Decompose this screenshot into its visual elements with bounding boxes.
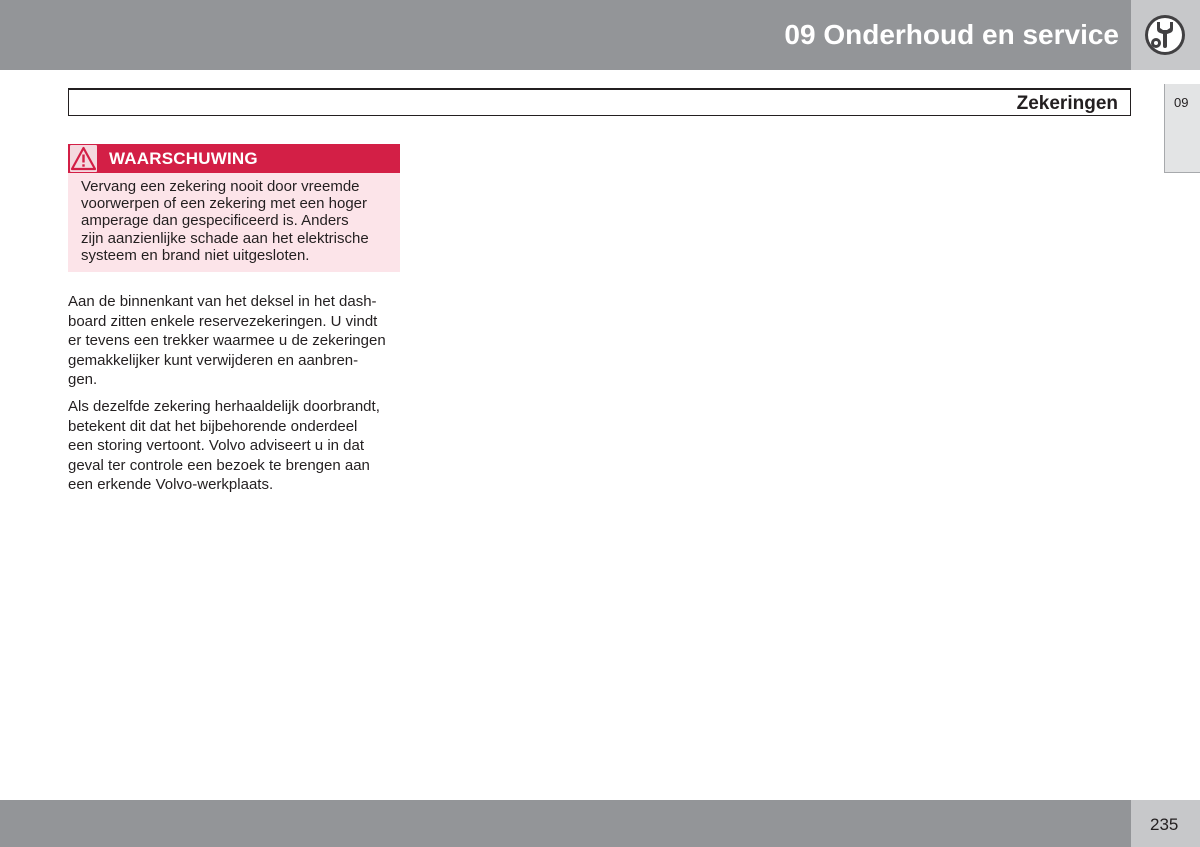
warning-triangle-icon — [70, 145, 97, 172]
chapter-title: 09 Onderhoud en service — [784, 19, 1119, 50]
paragraph-line: geval ter controle een bezoek te brengen aan — [68, 456, 370, 474]
section-header — [68, 88, 1131, 116]
chapter-tab[interactable] — [1164, 84, 1200, 173]
warning-line: zijn aanzienlijke schade aan het elektrische — [81, 229, 369, 247]
paragraph-line: board zitten enkele reservezekeringen. U vindt — [68, 312, 378, 330]
footer-bar — [0, 800, 1131, 847]
warning-line: systeem en brand niet uitgesloten. — [81, 246, 310, 264]
paragraph-repeated-blowing — [68, 397, 402, 495]
paragraph-line: betekent dit dat het bijbehorende onderdeel — [68, 417, 358, 435]
warning-line: amperage dan gespecificeerd is. Anders — [81, 212, 349, 230]
warning-icon-box — [70, 145, 97, 172]
warning-text — [68, 173, 400, 272]
chapter-icon-box — [1131, 0, 1200, 70]
wrench-gear-icon — [1143, 13, 1187, 57]
section-title: Zekeringen — [1016, 93, 1118, 114]
page-number-box — [1131, 800, 1200, 847]
paragraph-line: een erkende Volvo-werkplaats. — [68, 476, 274, 494]
paragraph-line: Als dezelfde zekering herhaaldelijk doorbrandt, — [68, 398, 380, 415]
paragraph-line: gen. — [68, 371, 98, 389]
paragraph-line: een storing vertoont. Volvo adviseert u in dat — [68, 437, 365, 455]
paragraph-line: gemakkelijker kunt verwijderen en aanbren- — [68, 351, 359, 369]
chapter-tab-label: 09 — [1174, 95, 1189, 110]
paragraph-line: er tevens een trekker waarmee u de zekeringen — [68, 332, 386, 350]
chapter-header-bar — [0, 0, 1131, 70]
warning-title: WAARSCHUWING — [109, 149, 258, 168]
warning-line: Vervang een zekering nooit door vreemde — [81, 178, 360, 195]
paragraph-line: Aan de binnenkant van het deksel in het dash- — [68, 293, 377, 310]
warning-box — [68, 144, 400, 272]
warning-header — [68, 144, 400, 173]
warning-line: voorwerpen of een zekering met een hoger — [81, 195, 368, 213]
page-number: 235 — [1150, 815, 1179, 834]
paragraph-spare-fuses — [68, 292, 402, 390]
